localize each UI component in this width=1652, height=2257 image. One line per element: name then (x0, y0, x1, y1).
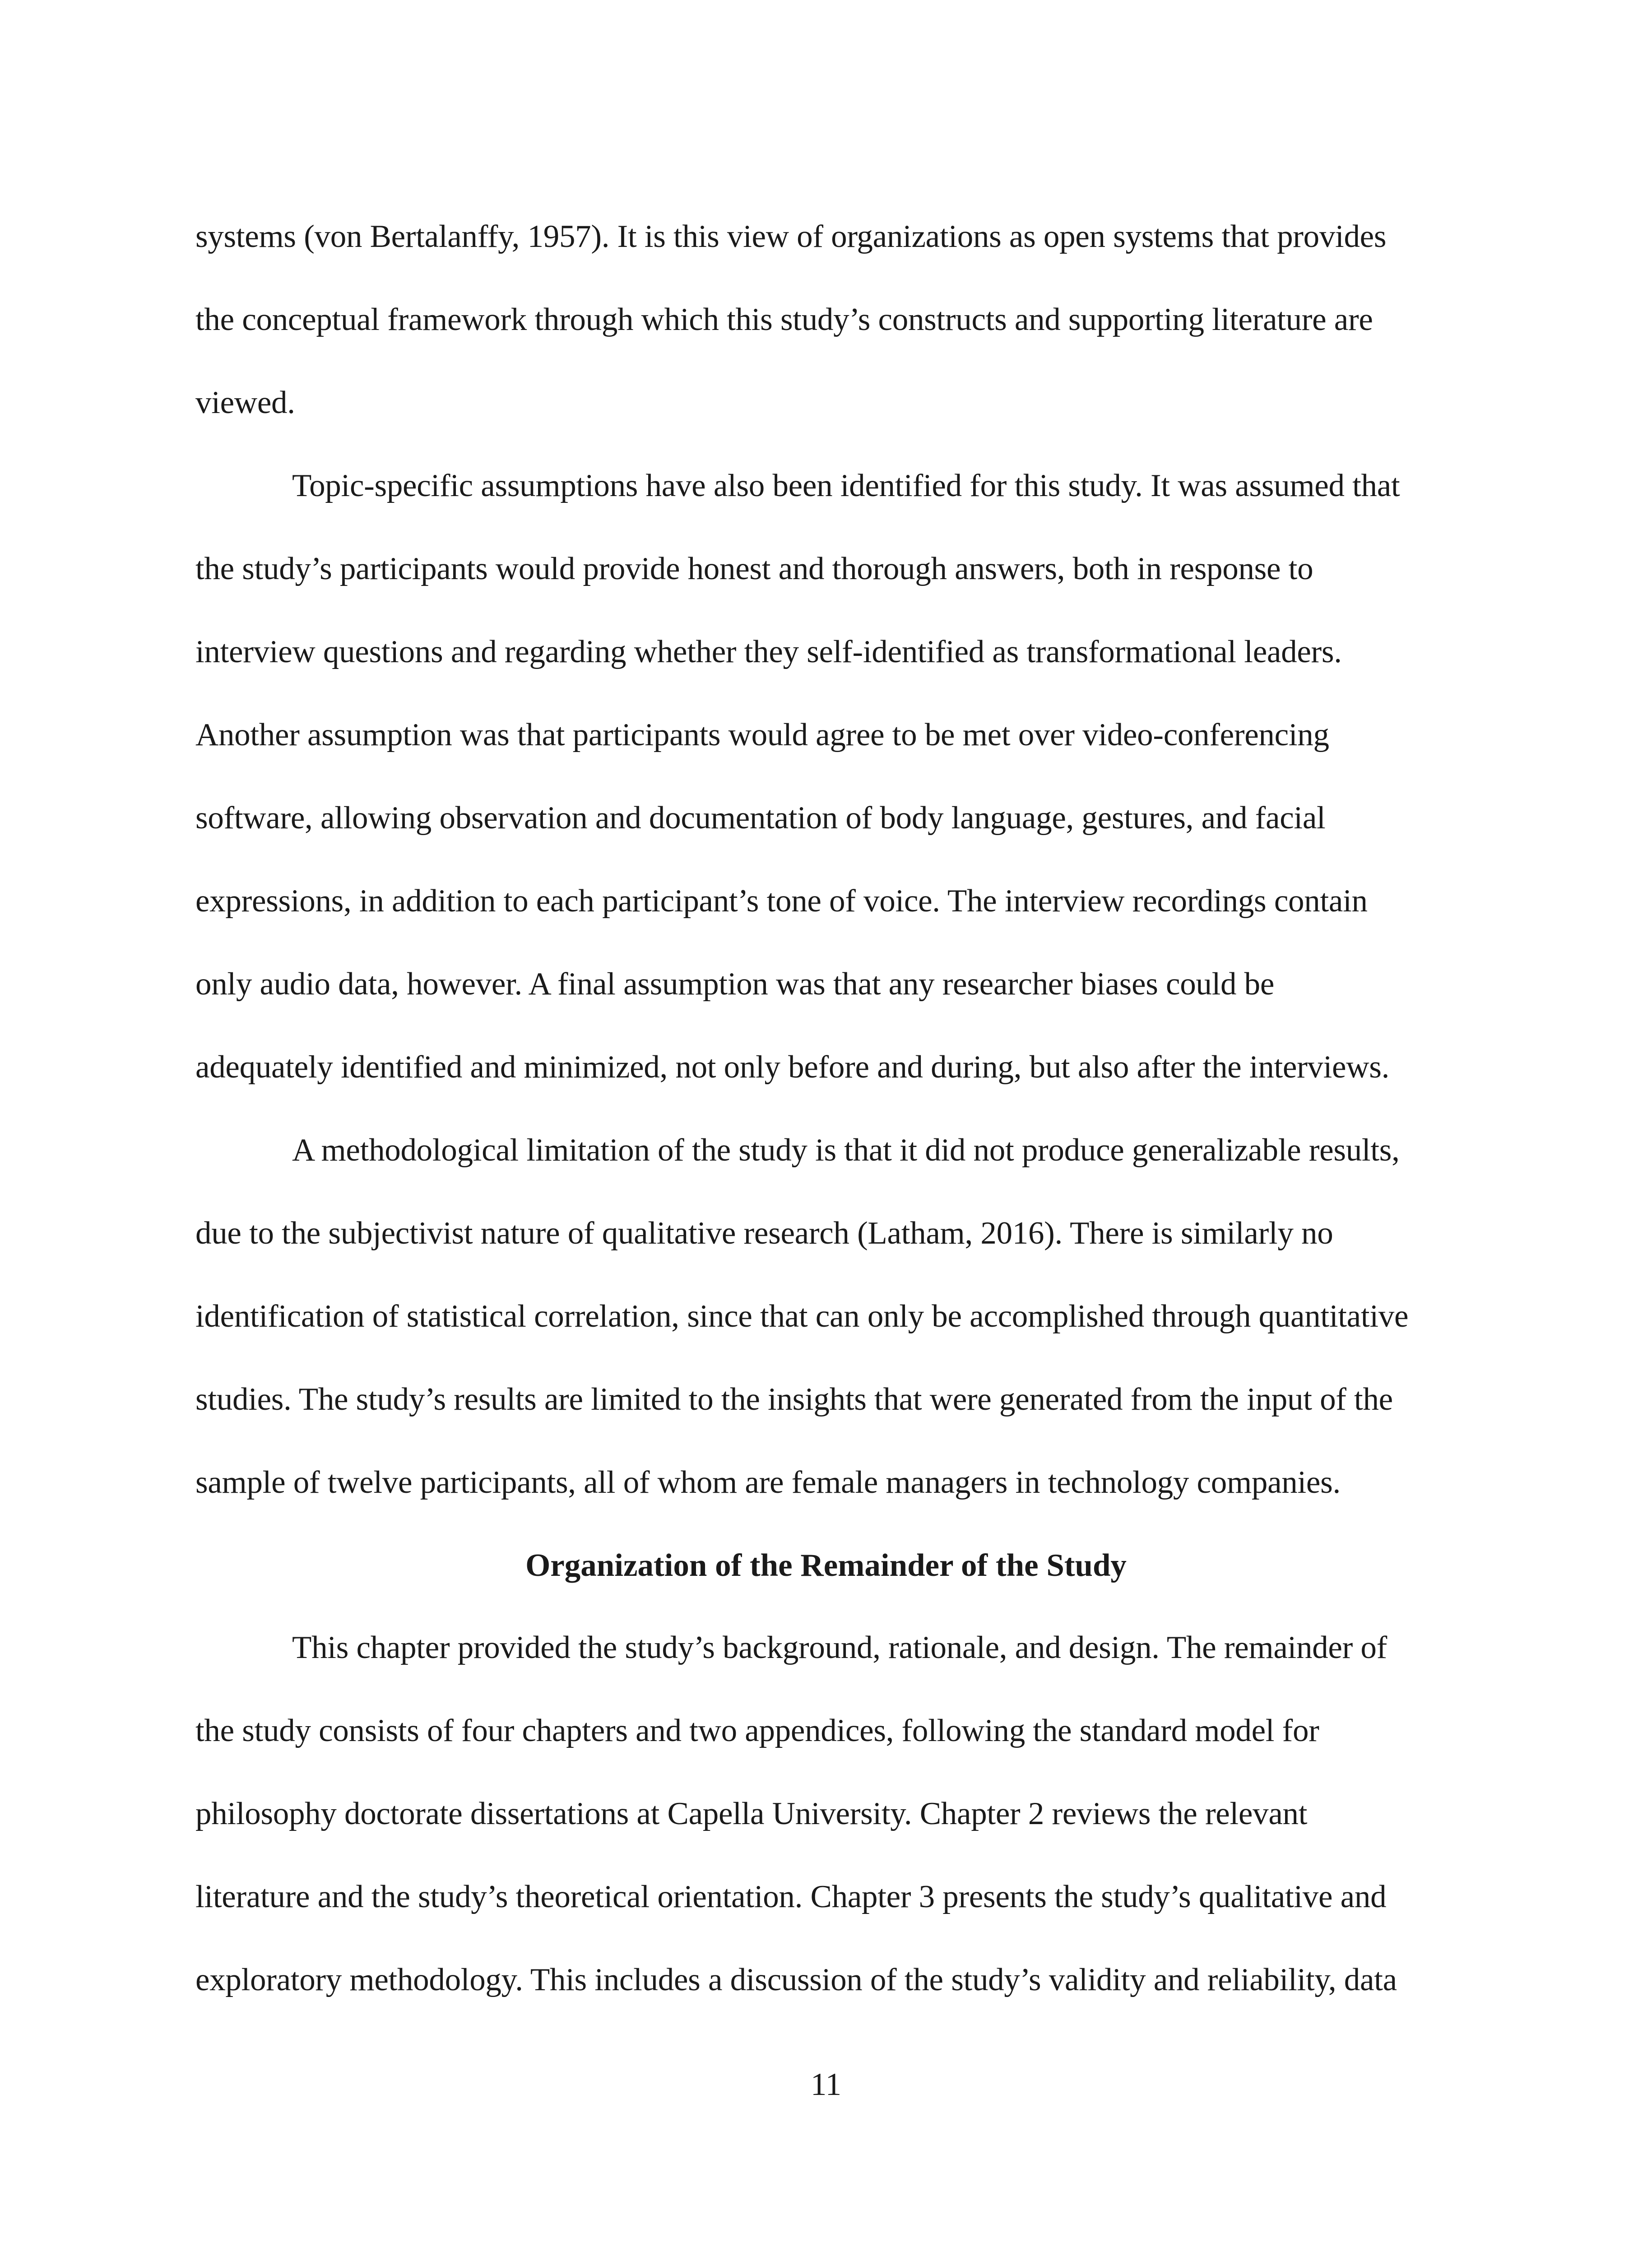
body-text-line: A methodological limitation of the study is that it did not produce generalizable results, (292, 1133, 1400, 1168)
body-text-line: the study consists of four chapters and two appendices, following the standard model for (195, 1713, 1319, 1748)
body-text-line: software, allowing observation and documentation of body language, gestures, and facial (195, 800, 1326, 836)
body-text-line: only audio data, however. A final assumption was that any researcher biases could be (195, 966, 1275, 1002)
body-text-line: expressions, in addition to each participant’s tone of voice. The interview recordings contain (195, 883, 1368, 919)
body-text-line: interview questions and regarding whether they self-identified as transformational leaders. (195, 634, 1342, 669)
body-text-line: identification of statistical correlation, since that can only be accomplished through quantitative (195, 1299, 1409, 1334)
body-text-line: Another assumption was that participants would agree to be met over video-conferencing (195, 717, 1329, 752)
body-text-line: the study’s participants would provide honest and thorough answers, both in response to (195, 551, 1313, 586)
section-heading: Organization of the Remainder of the Study (525, 1548, 1127, 1583)
body-text-line: the conceptual framework through which this study’s constructs and supporting literature are (195, 302, 1373, 337)
body-text-line: adequately identified and minimized, not only before and during, but also after the interviews. (195, 1050, 1390, 1085)
body-text-line: literature and the study’s theoretical orientation. Chapter 3 presents the study’s qualitative and (195, 1879, 1387, 1914)
body-text-line: sample of twelve participants, all of whom are female managers in technology companies. (195, 1465, 1341, 1500)
body-text-line: exploratory methodology. This includes a discussion of the study’s validity and reliability, data (195, 1962, 1397, 1997)
body-text-line: philosophy doctorate dissertations at Capella University. Chapter 2 reviews the relevant (195, 1796, 1308, 1831)
body-text-line: This chapter provided the study’s background, rationale, and design. The remainder of (292, 1630, 1387, 1665)
body-text-line: systems (von Bertalanffy, 1957). It is this view of organizations as open systems that provides (195, 219, 1387, 254)
body-text-line: due to the subjectivist nature of qualitative research (Latham, 2016). There is similarly no (195, 1216, 1333, 1251)
body-text-line: studies. The study’s results are limited to the insights that were generated from the input of the (195, 1382, 1393, 1417)
body-text-line: viewed. (195, 385, 295, 420)
body-text-line: Topic-specific assumptions have also been identified for this study. It was assumed that (292, 468, 1400, 503)
page-number: 11 (810, 2067, 842, 2102)
